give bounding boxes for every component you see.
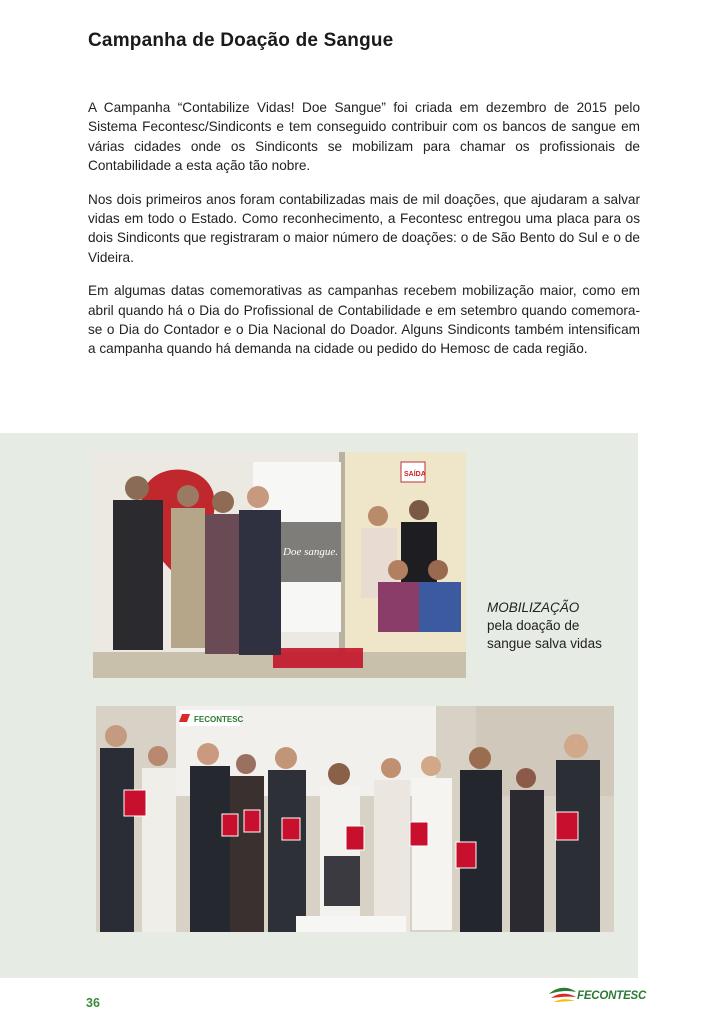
fecontesc-logo-icon bbox=[547, 986, 577, 1008]
paragraph-2: Nos dois primeiros anos foram contabilizadas mais de mil doações, que ajudaram a salvar vidas em todo o Estado. Como reconhecimento, a Fecontesc entregou uma placa para os dois Sindiconts que registraram o maior número de doações: o de São Bento do Sul e o de Videira. bbox=[88, 191, 640, 265]
caption-lead: MOBILIZAÇÃO bbox=[487, 600, 580, 615]
page-number: 36 bbox=[86, 996, 100, 1010]
paragraph-3: Em algumas datas comemorativas as campanhas recebem mobilização maior, como em abril quando há o Dia do Profissional de Contabilidade e em setembro quando comemora-se o Dia do Contador e o Dia Nacional do Doador. Alguns Sindiconts também intensificam a campanha quando há demanda na cidade ou pedido do Hemosc de cada região. bbox=[88, 283, 640, 357]
group-photo-2 bbox=[96, 706, 614, 932]
photo-1-image bbox=[93, 452, 466, 678]
page-title: Campanha de Doação de Sangue bbox=[88, 30, 394, 51]
photo-2-image bbox=[96, 706, 614, 932]
photo-1-exit-sign: SAÍDA bbox=[404, 471, 426, 478]
article-body bbox=[88, 98, 640, 373]
photo-2-banner-text: FECONTESC bbox=[194, 715, 244, 724]
fecontesc-logo bbox=[547, 986, 647, 1010]
caption-text: pela doação de sangue salva vidas bbox=[487, 618, 602, 651]
fecontesc-logo-text: FECONTESC bbox=[577, 990, 647, 1002]
group-photo-1 bbox=[93, 452, 466, 678]
photo-caption bbox=[487, 599, 607, 653]
paragraph-1: A Campanha “Contabilize Vidas! Doe Sangue” foi criada em dezembro de 2015 pelo Sistema Fecontesc/Sindiconts e tem conseguido contribuir com os bancos de sangue em várias cidades onde os Sindiconts se mobilizam para chamar os profissionais de Contabilidade a esta ação tão nobre. bbox=[88, 100, 640, 174]
photo-1-banner-text: Doe sangue. bbox=[283, 546, 338, 558]
